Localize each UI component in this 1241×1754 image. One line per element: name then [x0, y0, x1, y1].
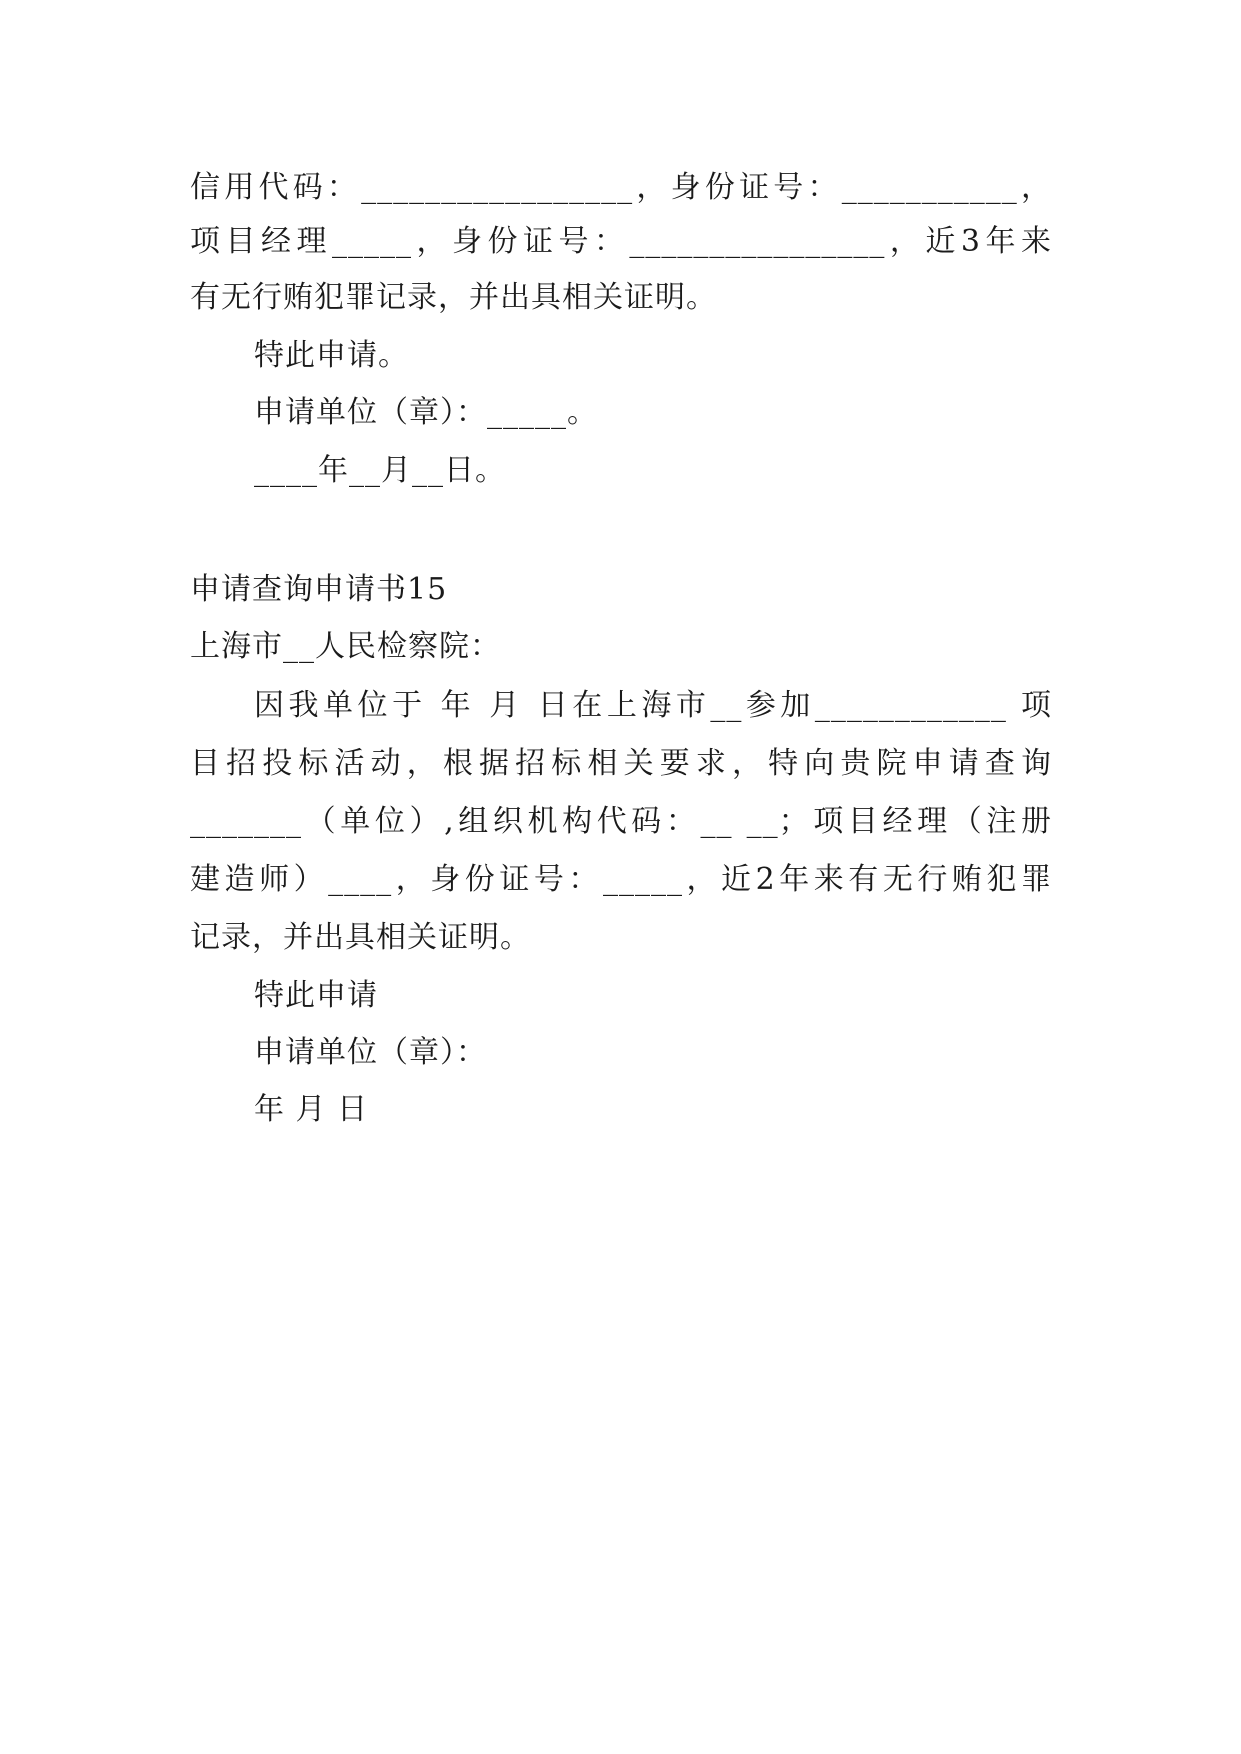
applicant-line: 申请单位（章）：: [254, 1035, 487, 1070]
paragraph-line: 建造师）____，身份证号：_____，近2年来有无行贿犯罪: [190, 862, 1052, 897]
recipient-line: 上海市__人民检察院：: [190, 629, 501, 664]
applicant-line: 申请单位（章）：_____。: [254, 395, 598, 430]
paragraph-line: 项目经理_____，身份证号：________________，近3年来: [190, 224, 1052, 259]
section-title: 申请查询申请书15: [190, 572, 448, 607]
closing-text: 特此申请。: [254, 338, 409, 373]
paragraph-line: 信用代码：_________________，身份证号：___________，: [190, 170, 1052, 205]
paragraph-line: 因我单位于 年 月 日在上海市__参加____________ 项: [254, 688, 1052, 723]
paragraph-line: 记录，并出具相关证明。: [190, 920, 531, 955]
date-line: 年 月 日: [254, 1092, 369, 1127]
closing-text: 特此申请: [254, 978, 378, 1013]
paragraph-line: 目招投标活动，根据招标相关要求，特向贵院申请查询: [190, 746, 1052, 781]
paragraph-line: _______（单位）,组织机构代码：__ __；项目经理（注册: [190, 804, 1052, 839]
date-line: ____年__月__日。: [254, 453, 506, 488]
paragraph-line: 有无行贿犯罪记录，并出具相关证明。: [190, 280, 717, 315]
